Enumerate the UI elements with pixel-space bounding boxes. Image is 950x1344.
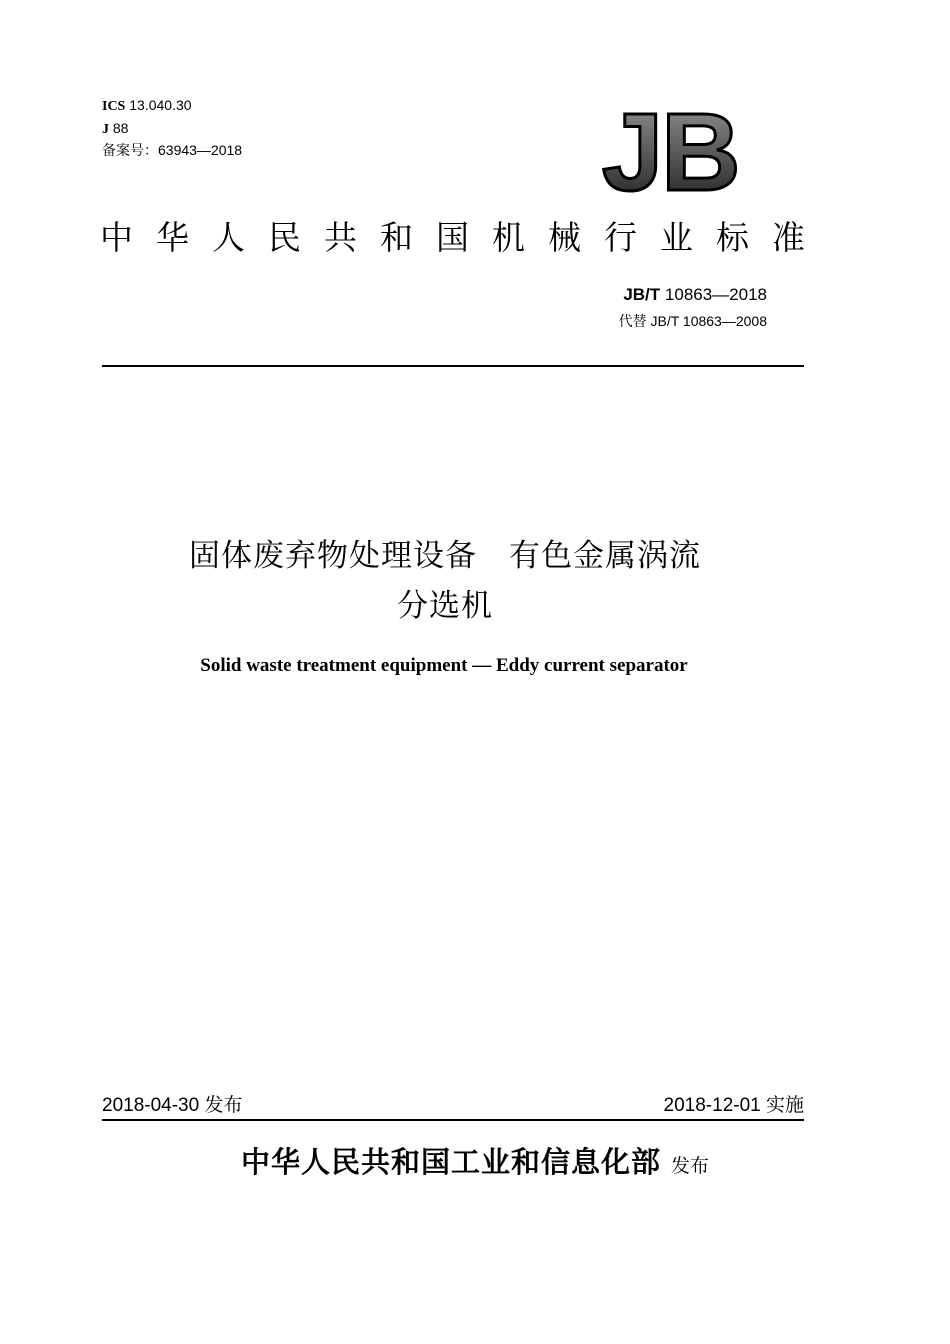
- publisher-name: 中华人民共和国工业和信息化部: [240, 1145, 661, 1179]
- ccs-code: [102, 117, 128, 141]
- standard-code: 10863—2018: [664, 285, 767, 304]
- title-chinese-line1: 固体废弃物处理设备 有色金属涡流: [189, 538, 701, 574]
- ics-label: ICS: [102, 99, 126, 114]
- footer-divider: [102, 1119, 804, 1121]
- ccs-label: J: [102, 122, 109, 137]
- implementation-date: 2018-12-01 实施: [663, 1095, 804, 1116]
- jb-logo: [600, 100, 765, 200]
- header-divider: [102, 365, 804, 367]
- title-english: Solid waste treatment equipment — Eddy current separator: [200, 655, 688, 676]
- replaces-standard: 代替 JB/T 10863—2008: [618, 313, 767, 329]
- record-number: [102, 139, 242, 161]
- record-label: 备案号：: [102, 142, 158, 158]
- publisher-suffix: 发布: [671, 1155, 710, 1177]
- jb-logo-text: JB: [602, 100, 739, 200]
- ics-value: 13.040.30: [129, 97, 192, 113]
- record-value: 63943—2018: [158, 142, 243, 158]
- issue-date: 2018-04-30 发布: [102, 1095, 243, 1116]
- standard-prefix: JB/T: [623, 285, 661, 304]
- ics-code: [102, 94, 192, 118]
- publisher: [0, 1140, 950, 1181]
- standard-number: [623, 285, 767, 305]
- title-chinese-line2: 分选机: [397, 588, 493, 624]
- ccs-value: 88: [112, 120, 129, 136]
- industry-standard-title: 中华人民共和国机械行业标准: [100, 218, 828, 257]
